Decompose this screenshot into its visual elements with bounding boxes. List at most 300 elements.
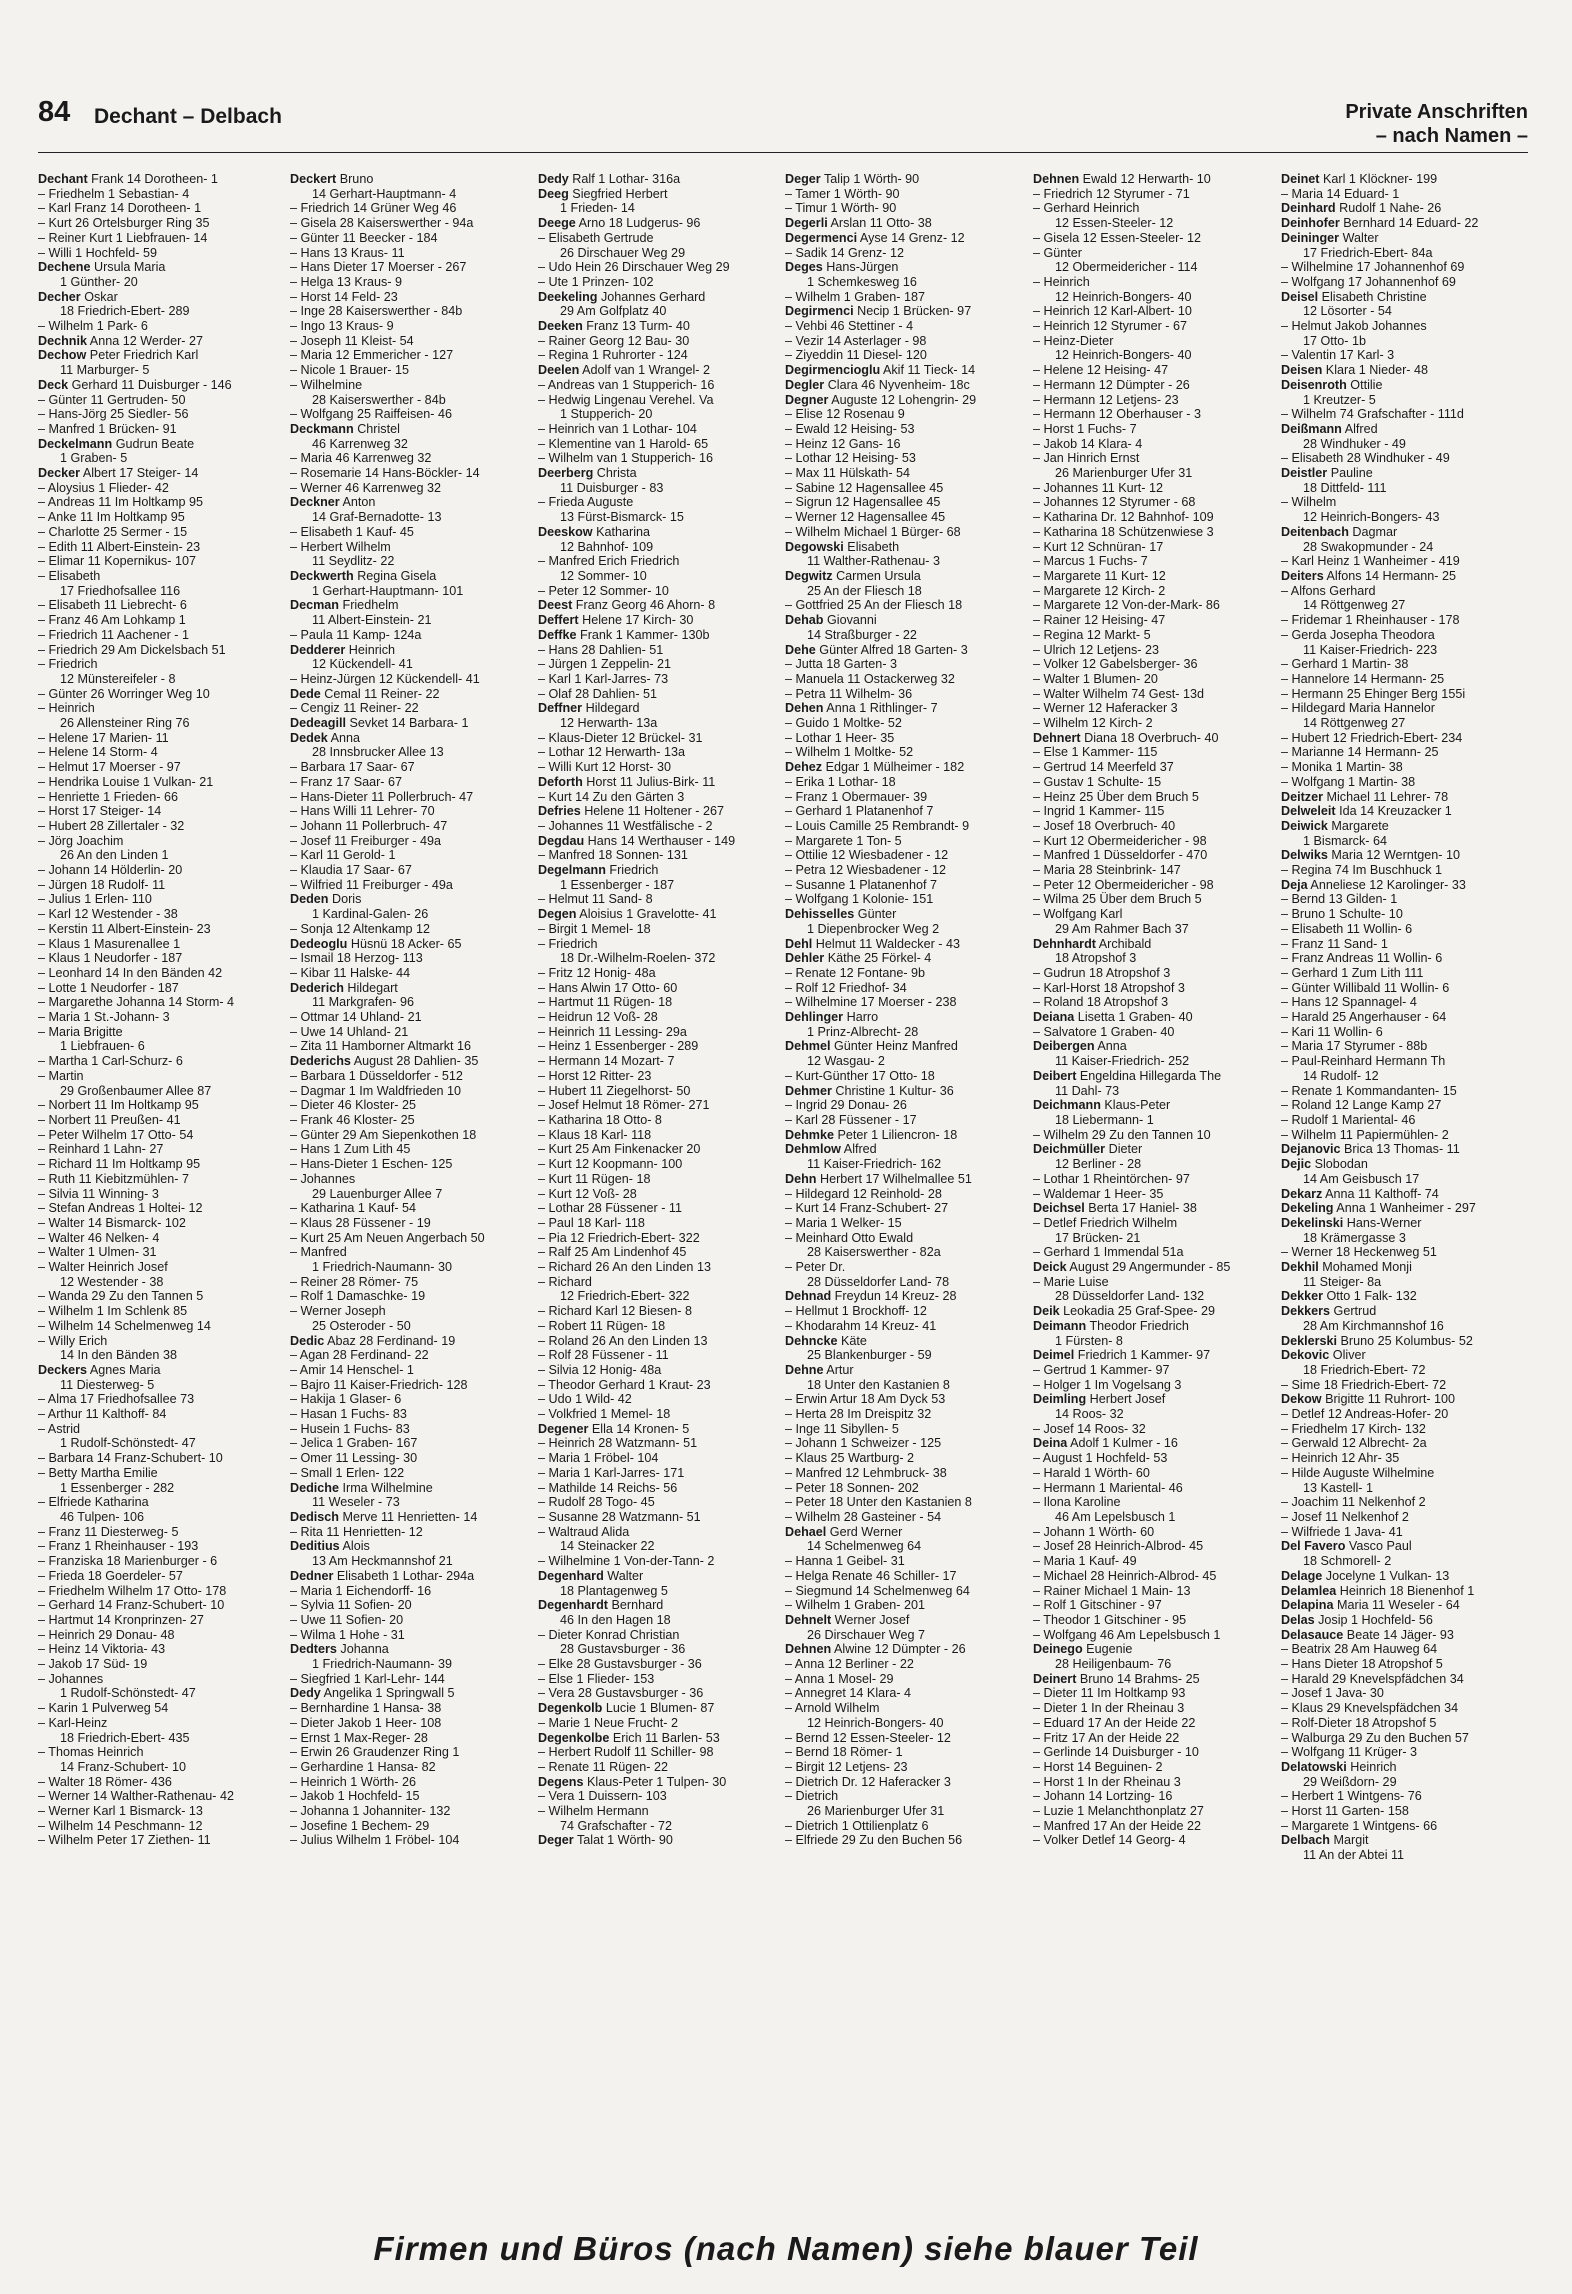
surname-entry: [1281, 466, 1519, 481]
entry-text: 1 Rudolf-Schönstedt- 47: [60, 1686, 196, 1701]
entry-text: – Wolfgang 1 Martin- 38: [1281, 774, 1416, 789]
entry-text: Anna 1 Wanheimer - 297: [1333, 1201, 1476, 1216]
listing-entry: [38, 1657, 276, 1672]
listing-entry: [785, 1466, 1023, 1481]
surname-entry: [538, 172, 776, 187]
entry-text: Gerd Werner: [826, 1524, 903, 1539]
entry-text: – Günter 11 Gertruden- 50: [38, 392, 186, 407]
listing-entry: [1281, 995, 1519, 1010]
listing-entry: [538, 1628, 776, 1643]
entry-text: – Maria 17 Styrumer - 88b: [1281, 1039, 1428, 1054]
entry-text: Alfons 14 Hermann- 25: [1323, 568, 1457, 583]
surname: Dehn: [785, 1171, 817, 1186]
listing-entry: [38, 1598, 276, 1613]
listing-entry: [1281, 1804, 1519, 1819]
entry-text: – Hendrika Louise 1 Vulkan- 21: [38, 774, 214, 789]
listing-entry: [1033, 510, 1271, 525]
listing-entry: [1033, 451, 1271, 466]
entry-text: – Beatrix 28 Am Hauweg 64: [1281, 1642, 1438, 1657]
surname-entry: [1281, 1628, 1519, 1643]
entry-text: – Karl Heinz 1 Wanheimer - 419: [1281, 554, 1460, 569]
entry-text: Klara 1 Nieder- 48: [1322, 363, 1429, 378]
listing-entry: [538, 1789, 776, 1804]
surname-entry: [290, 1510, 528, 1525]
listing-entry: [1281, 319, 1519, 334]
surname: Deffner: [538, 701, 583, 716]
entry-text: – Manuela 11 Ostackerweg 32: [785, 671, 955, 686]
entry-text: Alfred: [840, 1142, 877, 1157]
entry-text: – Kurt 12 Obermeidericher - 98: [1033, 833, 1207, 848]
surname-entry: [785, 1084, 1023, 1099]
entry-text: – Maria 1 St.-Johann- 3: [38, 1010, 170, 1025]
entry-text: – Ingrid 29 Donau- 26: [785, 1098, 907, 1113]
entry-text: – Walburga 29 Zu den Buchen 57: [1281, 1730, 1469, 1745]
entry-text: – Khodarahm 14 Kreuz- 41: [785, 1318, 937, 1333]
listing-entry: [38, 995, 276, 1010]
address-continuation: [1033, 1657, 1271, 1672]
entry-text: Oskar: [80, 289, 118, 304]
listing-entry: [290, 1613, 528, 1628]
entry-text: 12 Berliner - 28: [1055, 1157, 1142, 1172]
entry-text: – Marianne 14 Hermann- 25: [1281, 745, 1439, 760]
listing-entry: [538, 1378, 776, 1393]
listing-entry: [290, 1701, 528, 1716]
listing-entry: [1033, 275, 1271, 290]
entry-text: Alfred: [1341, 421, 1378, 436]
listing-entry: [290, 1348, 528, 1363]
surname: Deeken: [538, 319, 583, 334]
listing-entry: [1281, 1525, 1519, 1540]
entry-text: 14 Röttgenweg 27: [1303, 716, 1406, 731]
listing-entry: [538, 378, 776, 393]
listing-entry: [290, 334, 528, 349]
entry-text: Bruno 14 Brahms- 25: [1076, 1671, 1200, 1686]
entry-text: – Günter Willibald 11 Wollin- 6: [1281, 980, 1450, 995]
listing-entry: [1033, 613, 1271, 628]
listing-entry: [785, 892, 1023, 907]
surname-entry: [538, 804, 776, 819]
entry-text: – Franz 17 Saar- 67: [290, 774, 403, 789]
surname-entry: [785, 363, 1023, 378]
entry-text: – Karl 28 Füssener - 17: [785, 1113, 917, 1127]
surname: Delwiks: [1281, 848, 1328, 863]
surname-entry: [1033, 1642, 1271, 1657]
listing-entry: [785, 878, 1023, 893]
entry-text: – Herbert Wilhelm: [290, 539, 391, 554]
address-continuation: [38, 716, 276, 731]
entry-text: 13 Am Heckmannshof 21: [312, 1554, 453, 1569]
entry-text: – Willi 1 Hochfeld- 59: [38, 245, 157, 260]
listing-entry: [1281, 628, 1519, 643]
entry-text: – Heinrich 12 Karl-Albert- 10: [1033, 304, 1192, 319]
surname-entry: [538, 834, 776, 849]
listing-entry: [1033, 1569, 1271, 1584]
listing-entry: [38, 1304, 276, 1319]
address-continuation: [785, 1245, 1023, 1260]
entry-text: Talip 1 Wörth- 90: [820, 172, 920, 186]
listing-entry: [1033, 848, 1271, 863]
entry-text: – Hakija 1 Glaser- 6: [290, 1392, 402, 1407]
entry-text: Vasco Paul: [1345, 1539, 1412, 1554]
surname: Dediche: [290, 1480, 339, 1495]
entry-text: – Pia 12 Friedrich-Ebert- 322: [538, 1230, 700, 1245]
entry-text: Leokadia 25 Graf-Spee- 29: [1059, 1304, 1216, 1319]
listing-entry: [1033, 201, 1271, 216]
entry-text: Arslan 11 Otto- 38: [827, 216, 932, 231]
entry-text: – Ziyeddin 11 Diesel- 120: [785, 348, 927, 363]
surname: Delage: [1281, 1568, 1323, 1583]
surname: Dehael: [785, 1524, 827, 1539]
surname-entry: [538, 363, 776, 378]
entry-text: 1 Essenberger - 187: [560, 877, 675, 892]
listing-entry: [38, 1113, 276, 1128]
entry-text: 1 Günther- 20: [60, 274, 138, 289]
entry-text: – Sylvia 11 Sofien- 20: [290, 1598, 412, 1613]
entry-text: – Jürgen 1 Zeppelin- 21: [538, 657, 672, 672]
entry-text: – Josefine 1 Bechem- 29: [290, 1818, 430, 1833]
entry-text: – Reinhard 1 Lahn- 27: [38, 1142, 164, 1157]
surname: Dekhil: [1281, 1260, 1319, 1275]
entry-text: – Jan Hinrich Ernst: [1033, 451, 1140, 466]
entry-text: Carmen Ursula: [832, 568, 921, 583]
entry-text: – Manfred 1 Brücken- 91: [38, 421, 177, 436]
surname: Deerberg: [538, 466, 594, 481]
listing-entry: [38, 731, 276, 746]
address-continuation: [538, 246, 776, 261]
entry-text: – Hermann 12 Dümpter - 26: [1033, 377, 1190, 392]
listing-entry: [38, 1642, 276, 1657]
entry-text: – Paul-Reinhard Hermann Th: [1281, 1054, 1446, 1069]
listing-entry: [290, 1275, 528, 1290]
surname: Deistler: [1281, 466, 1328, 481]
surname: Deck: [38, 377, 69, 392]
entry-text: – Rosemarie 14 Hans-Böckler- 14: [290, 466, 480, 481]
listing-entry: [290, 1172, 528, 1187]
entry-text: – Friedrich: [38, 657, 98, 672]
entry-text: – Hermann 12 Letjens- 23: [1033, 392, 1179, 407]
surname-entry: [1281, 1187, 1519, 1202]
entry-text: – Karl 1 Karl-Jarres- 73: [538, 671, 669, 686]
entry-text: – Elke 28 Gustavsburger - 36: [538, 1657, 702, 1672]
entry-text: Mohamed Monji: [1318, 1260, 1412, 1275]
entry-text: – Sonja 12 Altenkamp 12: [290, 921, 431, 936]
surname: Dehncke: [785, 1333, 838, 1348]
entry-text: 18 Friedrich-Ebert- 289: [60, 304, 190, 319]
listing-entry: [38, 1775, 276, 1790]
surname: Deforth: [538, 774, 583, 789]
entry-text: 28 Windhuker - 49: [1303, 436, 1406, 451]
listing-entry: [785, 1069, 1023, 1084]
listing-entry: [290, 1745, 528, 1760]
listing-entry: [38, 1539, 276, 1554]
entry-text: – Elise 12 Rosenau 9: [785, 407, 905, 422]
listing-entry: [1281, 1378, 1519, 1393]
listing-entry: [38, 892, 276, 907]
surname-entry: [1033, 1069, 1271, 1084]
entry-text: – Andreas van 1 Stupperich- 16: [538, 377, 715, 392]
entry-text: – Rita 11 Henrietten- 12: [290, 1524, 423, 1539]
entry-text: 17 Otto- 1b: [1303, 333, 1367, 348]
listing-entry: [1281, 1672, 1519, 1687]
surname: Degner: [785, 392, 829, 407]
surname: Degenkolbe: [538, 1730, 610, 1745]
listing-entry: [785, 1304, 1023, 1319]
entry-text: – Franz 11 Diesterweg- 5: [38, 1524, 179, 1539]
listing-entry: [538, 966, 776, 981]
listing-columns: [38, 172, 1528, 2222]
entry-text: – Walter 18 Römer- 436: [38, 1774, 172, 1789]
address-continuation: [538, 1642, 776, 1657]
entry-text: – Hubert 12 Friedrich-Ebert- 234: [1281, 730, 1463, 745]
listing-entry: [785, 981, 1023, 996]
listing-entry: [38, 407, 276, 422]
entry-text: – Omer 11 Lessing- 30: [290, 1451, 418, 1466]
listing-entry: [538, 231, 776, 246]
address-continuation: [1281, 1069, 1519, 1084]
entry-text: – Günter 29 Am Siepenkothen 18: [290, 1127, 477, 1142]
entry-text: Franz 13 Turm- 40: [582, 319, 690, 334]
surname: Deisel: [1281, 289, 1319, 304]
address-continuation: [538, 304, 776, 319]
listing-entry: [1033, 966, 1271, 981]
entry-text: 1 Schemkesweg 16: [807, 274, 917, 289]
entry-text: – Katharina 18 Schützenwiese 3: [1033, 524, 1214, 539]
entry-text: Elisabeth: [843, 539, 900, 554]
entry-text: 1 Gerhart-Hauptmann- 101: [312, 583, 464, 598]
listing-entry: [785, 334, 1023, 349]
entry-text: – Timur 1 Wörth- 90: [785, 201, 897, 216]
listing-entry: [1033, 995, 1271, 1010]
surname: Deffke: [538, 627, 577, 642]
listing-entry: [1033, 1628, 1271, 1643]
listing-entry: [1033, 1716, 1271, 1731]
surname: Dekkers: [1281, 1304, 1331, 1319]
name-range: Dechant – Delbach: [94, 105, 282, 128]
entry-text: – Vezir 14 Asterlager - 98: [785, 333, 927, 348]
listing-entry: [1033, 363, 1271, 378]
address-continuation: [1281, 304, 1519, 319]
listing-entry: [38, 1569, 276, 1584]
entry-text: – Roland 18 Atropshof 3: [1033, 995, 1169, 1010]
entry-text: 28 Düsseldorfer Land- 78: [807, 1274, 950, 1289]
listing-entry: [538, 1201, 776, 1216]
surname: Dedner: [290, 1568, 334, 1583]
address-continuation: [38, 275, 276, 290]
entry-text: Günter Alfred 18 Garten- 3: [815, 642, 968, 657]
listing-entry: [38, 878, 276, 893]
entry-text: 1 Liebfrauen- 6: [60, 1039, 145, 1054]
surname: Dedeoglu: [290, 936, 348, 951]
entry-text: 12 Obermeidericher - 114: [1055, 260, 1198, 275]
surname: Decher: [38, 289, 81, 304]
address-continuation: [538, 1539, 776, 1554]
listing-entry: [1033, 1745, 1271, 1760]
entry-text: Elisabeth Christine: [1318, 289, 1427, 304]
entry-text: Bernhard 14 Eduard- 22: [1339, 216, 1479, 231]
listing-entry: [1281, 966, 1519, 981]
surname: Dehnad: [785, 1289, 832, 1304]
entry-text: – Wilma 25 Über dem Bruch 5: [1033, 892, 1202, 907]
listing-entry: [290, 1378, 528, 1393]
surname: Deest: [538, 598, 573, 613]
entry-text: – Volker Detlef 14 Georg- 4: [1033, 1833, 1186, 1848]
surname: Dehnhardt: [1033, 936, 1096, 951]
entry-text: – Anke 11 Im Holtkamp 95: [38, 510, 185, 525]
surname-entry: [785, 1642, 1023, 1657]
address-continuation: [538, 201, 776, 216]
entry-text: 18 Unter den Kastanien 8: [807, 1377, 950, 1392]
entry-text: 12 Bahnhof- 109: [560, 539, 654, 554]
address-continuation: [1281, 1319, 1519, 1334]
surname: Dejic: [1281, 1157, 1312, 1172]
surname-entry: [1281, 525, 1519, 540]
listing-entry: [38, 1495, 276, 1510]
entry-text: – Karl 11 Gerold- 1: [290, 848, 396, 863]
entry-text: – Heinz 12 Gans- 16: [785, 436, 901, 451]
address-continuation: [1033, 951, 1271, 966]
entry-text: 11 Albert-Einstein- 21: [312, 613, 432, 628]
surname: Deckelmann: [38, 436, 113, 451]
surname-entry: [290, 731, 528, 746]
listing-entry: [1033, 643, 1271, 658]
entry-text: – Hartmut 14 Kronprinzen- 27: [38, 1612, 204, 1627]
listing-entry: [785, 1760, 1023, 1775]
listing-entry: [38, 1231, 276, 1246]
surname: Degens: [538, 1774, 584, 1789]
entry-text: 28 Kaiserswerther - 82a: [807, 1245, 941, 1260]
listing-entry: [538, 1481, 776, 1496]
entry-text: 13 Fürst-Bismarck- 15: [560, 510, 684, 525]
listing-entry: [1281, 1039, 1519, 1054]
entry-text: – Horst 14 Feld- 23: [290, 289, 398, 304]
entry-text: – Barbara 17 Saar- 67: [290, 760, 415, 775]
entry-text: Käthe 25 Förkel- 4: [824, 951, 932, 966]
entry-text: – Johannes 11 Kurt- 12: [1033, 480, 1163, 495]
surname-entry: [785, 1142, 1023, 1157]
surname: Dedy: [290, 1686, 321, 1701]
entry-text: – Heinrich van 1 Lothar- 104: [538, 421, 697, 436]
listing-entry: [290, 1392, 528, 1407]
listing-entry: [538, 745, 776, 760]
listing-entry: [1033, 1584, 1271, 1599]
surname-entry: [1281, 878, 1519, 893]
entry-text: – Kurt 12 Voß- 28: [538, 1186, 637, 1201]
listing-entry: [38, 510, 276, 525]
address-continuation: [1033, 1510, 1271, 1525]
listing-entry: [785, 1554, 1023, 1569]
surname-entry: [290, 687, 528, 702]
entry-text: Adolf van 1 Wrangel- 2: [579, 363, 710, 378]
entry-text: – Elfriede 29 Zu den Buchen 56: [785, 1833, 963, 1848]
listing-entry: [538, 1260, 776, 1275]
entry-text: – Alma 17 Friedhofsallee 73: [38, 1392, 195, 1407]
entry-text: 14 In den Bänden 38: [60, 1348, 177, 1363]
address-continuation: [1281, 1481, 1519, 1496]
entry-text: – Kibar 11 Halske- 44: [290, 965, 411, 980]
entry-text: 18 Atropshof 3: [1055, 951, 1137, 966]
entry-text: – Heidrun 12 Voß- 28: [538, 1010, 658, 1025]
listing-entry: [1033, 1025, 1271, 1040]
address-continuation: [38, 848, 276, 863]
address-continuation: [1281, 1363, 1519, 1378]
address-continuation: [785, 1628, 1023, 1643]
surname-entry: [785, 1010, 1023, 1025]
entry-text: – Jakob 1 Hochfeld- 15: [290, 1789, 420, 1804]
entry-text: – Franz 1 Rheinhauser - 193: [38, 1539, 199, 1554]
entry-text: – Gerhard Heinrich: [1033, 201, 1140, 216]
surname-entry: [1033, 1348, 1271, 1363]
entry-text: – Rudolf 28 Togo- 45: [538, 1495, 655, 1510]
entry-text: Helene 17 Kirch- 30: [578, 613, 694, 628]
entry-text: – Gerda Josepha Theodora: [1281, 627, 1435, 642]
entry-text: 26 Marienburger Ufer 31: [807, 1804, 945, 1819]
listing-entry: [1033, 834, 1271, 849]
surname-entry: [785, 643, 1023, 658]
listing-entry: [38, 966, 276, 981]
entry-text: 18 Plantagenweg 5: [560, 1583, 668, 1598]
listing-entry: [38, 1392, 276, 1407]
surname: Deichsel: [1033, 1201, 1085, 1216]
listing-entry: [1033, 804, 1271, 819]
entry-text: – Guido 1 Moltke- 52: [785, 716, 902, 731]
entry-text: – Klaudia 17 Saar- 67: [290, 863, 412, 878]
surname-entry: [38, 1363, 276, 1378]
entry-text: – Wilhelmine 17 Johannenhof 69: [1281, 260, 1465, 275]
listing-entry: [1033, 907, 1271, 922]
surname: Dehisselles: [785, 907, 855, 922]
listing-entry: [1033, 819, 1271, 834]
entry-text: – Thomas Heinrich: [38, 1745, 144, 1760]
listing-entry: [1281, 657, 1519, 672]
entry-text: – Jelica 1 Graben- 167: [290, 1436, 418, 1451]
entry-text: – Margarete 12 Von-der-Mark- 86: [1033, 598, 1220, 613]
entry-text: Josip 1 Hochfeld- 56: [1314, 1612, 1433, 1627]
entry-text: – Sigrun 12 Hagensallee 45: [785, 495, 941, 510]
entry-text: – Wilfriede 1 Java- 41: [1281, 1524, 1403, 1539]
entry-text: 11 Kaiser-Friedrich- 162: [807, 1157, 942, 1172]
surname: Defries: [538, 804, 581, 819]
entry-text: – Frieda Auguste: [538, 495, 634, 510]
listing-entry: [538, 393, 776, 408]
listing-entry: [38, 1525, 276, 1540]
entry-text: – Hans Dieter 17 Moerser - 267: [290, 260, 467, 275]
listing-entry: [538, 1451, 776, 1466]
entry-text: 1 Frieden- 14: [560, 201, 635, 216]
entry-text: – Agan 28 Ferdinand- 22: [290, 1348, 429, 1363]
listing-entry: [1281, 981, 1519, 996]
surname-entry: [785, 1289, 1023, 1304]
listing-entry: [1281, 1789, 1519, 1804]
listing-entry: [38, 643, 276, 658]
entry-text: Edgar 1 Mülheimer - 182: [822, 760, 965, 775]
entry-text: – Klaus 25 Wartburg- 2: [785, 1451, 915, 1466]
surname: Deklerski: [1281, 1333, 1338, 1348]
entry-text: Jocelyne 1 Vulkan- 13: [1322, 1568, 1450, 1583]
listing-entry: [1033, 1187, 1271, 1202]
listing-entry: [785, 775, 1023, 790]
listing-entry: [38, 1245, 276, 1260]
surname: Dehmlow: [785, 1142, 841, 1157]
surname: Deibergen: [1033, 1039, 1095, 1054]
page-number: 84: [38, 96, 71, 128]
entry-text: Doris: [328, 892, 362, 907]
surname-entry: [538, 863, 776, 878]
listing-entry: [290, 1716, 528, 1731]
entry-text: Anna 1 Rithlinger- 7: [823, 701, 938, 716]
entry-text: – Hermann 14 Mozart- 7: [538, 1054, 675, 1069]
entry-text: – Norbert 11 Im Holtkamp 95: [38, 1098, 199, 1113]
entry-text: – Hans Willi 11 Lehrer- 70: [290, 804, 435, 819]
